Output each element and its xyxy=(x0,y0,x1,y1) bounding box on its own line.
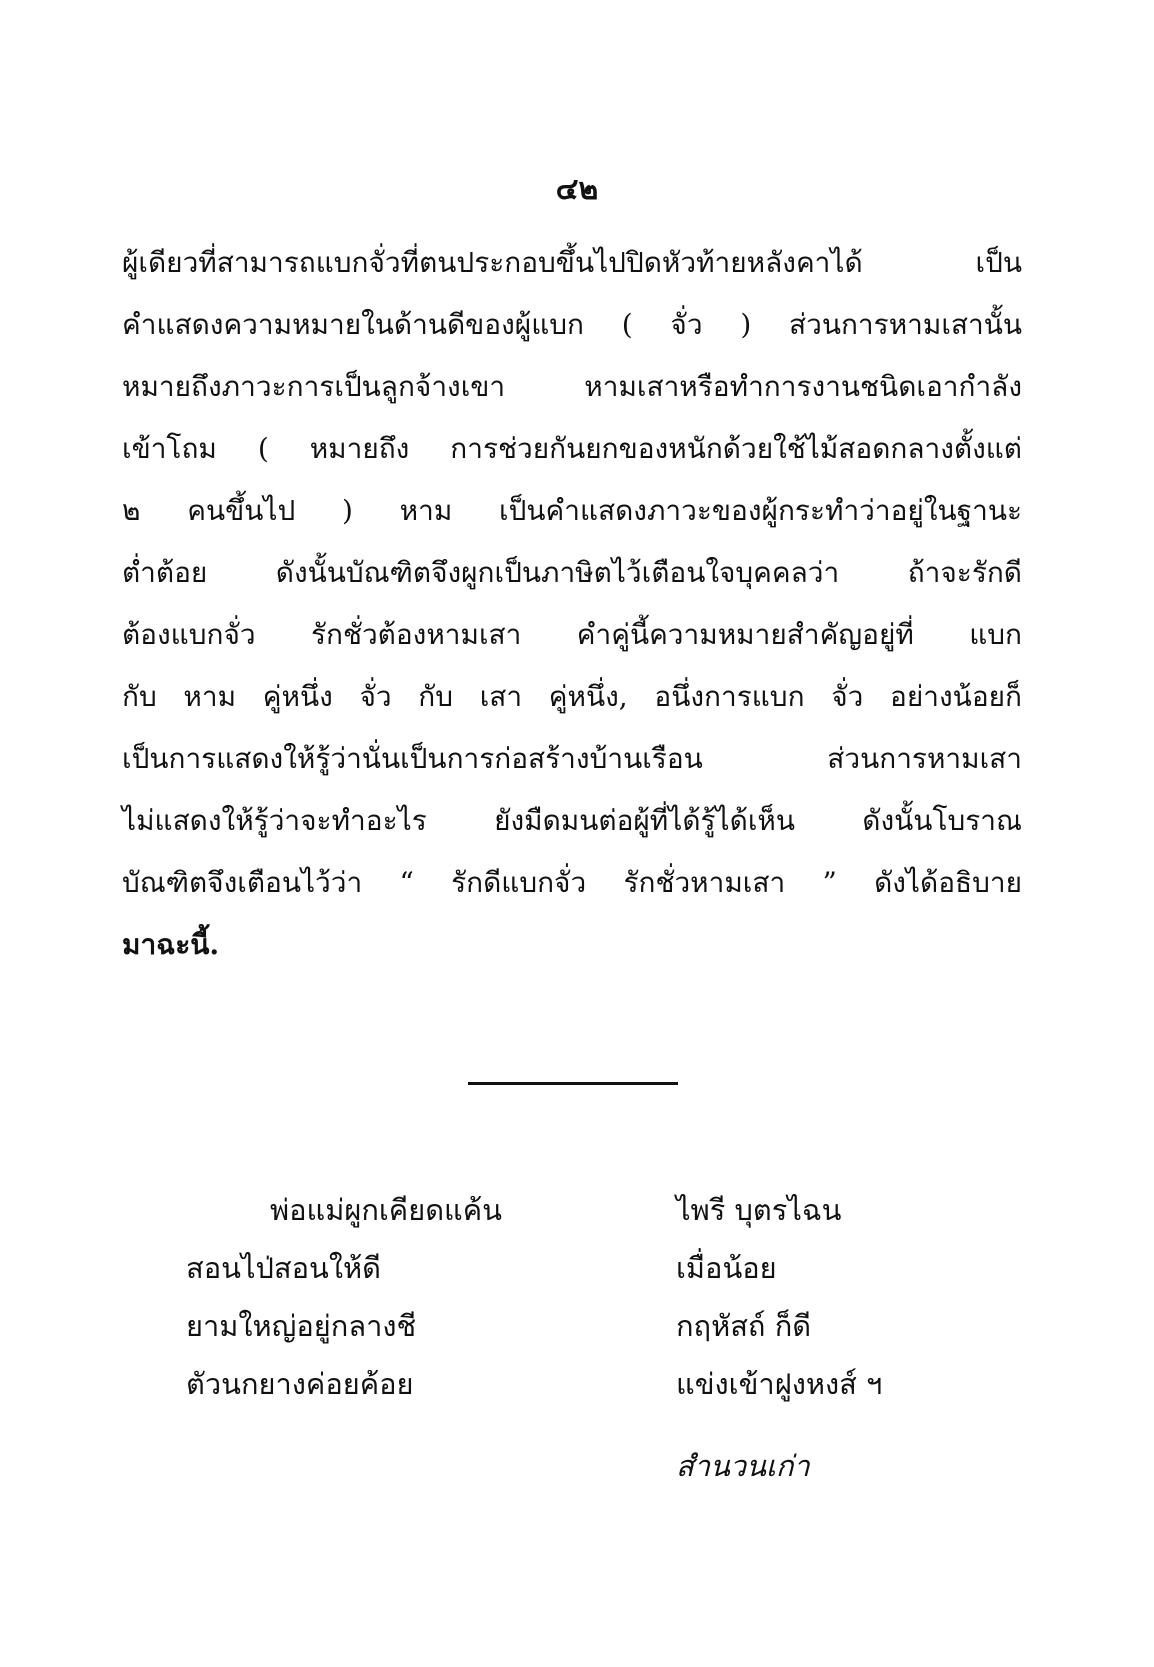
poem-block xyxy=(0,1180,1154,1500)
body-line-11: บัณฑิตจึงเตือนไว้ว่า “ รักดีแบกจั่ว รักชั่วหามเสา ” ดังได้อธิบาย xyxy=(122,866,1022,899)
poem-right-line-2: เมื่อน้อย xyxy=(676,1251,777,1285)
body-line-7: ต้องแบกจั่ว รักชั่วต้องหามเสา คำคู่นี้ความหมายสำคัญอยู่ที่ แบก xyxy=(122,618,1022,651)
body-line-9: เป็นการแสดงให้รู้ว่านั่นเป็นการก่อสร้างบ้านเรือน ส่วนการหามเสา xyxy=(122,742,1022,775)
body-paragraph xyxy=(122,232,1022,976)
poem-right-line-1: ไพรี บุตรไฉน xyxy=(676,1193,842,1227)
body-line-1: ผู้เดียวที่สามารถแบกจั่วที่ตนประกอบขึ้นไปปิดหัวท้ายหลังคาได้ เป็น xyxy=(122,246,1022,279)
poem-right-line-4: แข่งเข้าฝูงหงส์ ฯ xyxy=(676,1367,883,1401)
page-number: ๔๒ xyxy=(555,172,599,207)
body-line-3: หมายถึงภาวะการเป็นลูกจ้างเขา หามเสาหรือทำการงานชนิดเอากำลัง xyxy=(122,370,1022,403)
poem-left-line-2: สอนไป่สอนให้ดี xyxy=(186,1251,381,1285)
poem-right-line-3: กฤหัสถ์ ก็ดี xyxy=(676,1309,812,1343)
section-divider xyxy=(468,1082,678,1085)
body-line-12: มาฉะนี้. xyxy=(122,928,220,961)
body-line-8: กับ หาม คู่หนึ่ง จั่ว กับ เสา คู่หนึ่ง, อนึ่งการแบก จั่ว อย่างน้อยก็ xyxy=(122,680,1022,713)
poem-left-line-3: ยามใหญ่อยู่กลางชี xyxy=(186,1309,417,1343)
poem-left-line-1: พ่อแม่ผูกเคียดแค้น xyxy=(270,1193,502,1227)
body-line-6: ต่ำต้อย ดังนั้นบัณฑิตจึงผูกเป็นภาษิตไว้เตือนใจบุคคลว่า ถ้าจะรักดี xyxy=(122,556,1022,589)
body-line-5: ๒ คนขึ้นไป ) หาม เป็นคำแสดงภาวะของผู้กระทำว่าอยู่ในฐานะ xyxy=(122,494,1022,527)
body-line-10: ไม่แสดงให้รู้ว่าจะทำอะไร ยังมืดมนต่อผู้ที่ได้รู้ได้เห็น ดังนั้นโบราณ xyxy=(122,804,1022,837)
body-line-2: คำแสดงความหมายในด้านดีของผู้แบก ( จั่ว ) ส่วนการหามเสานั้น xyxy=(122,308,1022,341)
poem-left-line-4: ตัวนกยางค่อยค้อย xyxy=(186,1367,414,1401)
poem-attribution: สำนวนเก่า xyxy=(676,1449,810,1483)
body-line-4: เข้าโถม ( หมายถึง การช่วยกันยกของหนักด้วยใช้ไม้สอดกลางตั้งแต่ xyxy=(122,432,1022,465)
